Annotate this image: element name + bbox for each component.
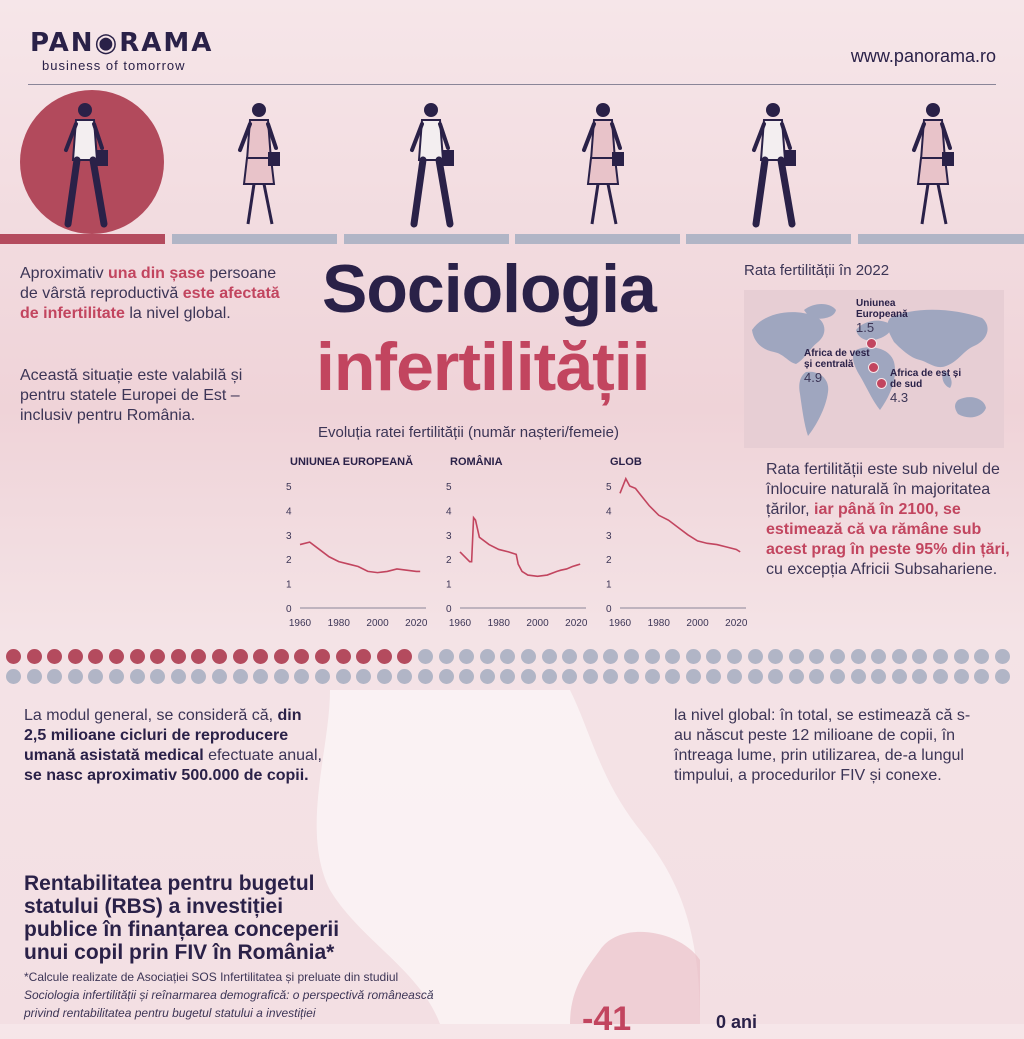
rbs-value: -41: [582, 1000, 632, 1038]
dot-empty: [706, 649, 721, 664]
x-tick-label: 2020: [565, 618, 588, 629]
map-region-value: 4.9: [804, 370, 823, 385]
x-tick-label: 2020: [725, 618, 748, 629]
walking-person-icon: [50, 100, 120, 234]
y-tick-label: 1: [286, 579, 292, 591]
dot-empty: [418, 649, 433, 664]
dot-empty: [480, 649, 495, 664]
dot-empty: [974, 669, 989, 684]
dot-empty: [645, 669, 660, 684]
dot-empty: [88, 669, 103, 684]
dot-empty: [871, 669, 886, 684]
y-tick-label: 5: [286, 482, 292, 493]
y-tick-label: 2: [286, 555, 292, 567]
x-tick-label: 1960: [448, 618, 472, 629]
dot-filled: [233, 649, 248, 664]
chart-global: [596, 472, 756, 632]
dot-empty: [542, 669, 557, 684]
dot-empty: [130, 669, 145, 684]
map-region-label: Uniunea Europeană: [856, 298, 908, 320]
map-caption: Rata fertilității în 2022: [744, 262, 890, 279]
dot-empty: [912, 669, 927, 684]
page-title-line-1: Sociologia: [322, 251, 656, 327]
dot-empty: [789, 649, 804, 664]
age-label: 0 ani: [716, 1012, 758, 1032]
chart-title-eu: UNIUNEA EUROPEANĂ: [290, 456, 414, 468]
y-tick-label: 4: [606, 506, 612, 518]
y-tick-label: 0: [446, 604, 452, 615]
y-tick-label: 3: [286, 530, 292, 542]
replacement-rate-paragraph: Rata fertilității este sub nivelul de înlocuire naturală în majoritatea țărilor, iar până în 2100, se estimează că va rămâne sub acest prag în peste 95% din țări, cu excepția Africii Subsahariene.: [766, 461, 1010, 578]
dot-filled: [397, 649, 412, 664]
chart-title-romania: ROMÂNIA: [450, 456, 503, 468]
progress-bar: [344, 234, 509, 244]
x-tick-label: 1980: [327, 618, 350, 629]
dot-empty: [500, 669, 515, 684]
dot-filled: [336, 649, 351, 664]
y-tick-label: 3: [606, 530, 612, 542]
dot-empty: [686, 649, 701, 664]
dot-empty: [768, 649, 783, 664]
dot-empty: [397, 669, 412, 684]
dot-empty: [809, 649, 824, 664]
dot-empty: [933, 669, 948, 684]
y-tick-label: 3: [446, 530, 452, 542]
dot-filled: [130, 649, 145, 664]
dot-empty: [47, 669, 62, 684]
dot-filled: [171, 649, 186, 664]
dot-empty: [459, 649, 474, 664]
dot-empty: [212, 669, 227, 684]
x-tick-label: 2020: [405, 618, 428, 629]
dot-empty: [583, 669, 598, 684]
dot-empty: [809, 669, 824, 684]
website-link[interactable]: www.panorama.ro: [850, 46, 996, 66]
series-line: [620, 479, 740, 552]
x-tick-label: 1960: [288, 618, 312, 629]
y-tick-label: 2: [606, 555, 612, 567]
dot-empty: [315, 669, 330, 684]
dot-empty: [418, 669, 433, 684]
dot-empty: [542, 649, 557, 664]
dot-empty: [871, 649, 886, 664]
charts-caption: Evoluția ratei fertilității (număr nașteri/femeie): [318, 424, 619, 441]
intro-paragraph-2: Această situație este valabilă și pentru statele Europei de Est – inclusiv pentru România.: [20, 367, 243, 424]
progress-bar: [858, 234, 1024, 244]
logo-tagline: business of tomorrow: [42, 58, 186, 73]
dot-empty: [150, 669, 165, 684]
progress-bar-highlighted: [0, 234, 165, 244]
dot-empty: [233, 669, 248, 684]
series-line: [300, 542, 420, 573]
chart-title-global: GLOB: [610, 456, 642, 468]
dot-empty: [645, 649, 660, 664]
dot-empty: [109, 669, 124, 684]
rbs-footnote: *Calcule realizate de Asociației SOS Infertilitatea și preluate din studiul Sociologia infertilității și reînarmarea demografică: o perspectivă românească privind rentabilitatea pentru bugetul statului a investiției: [24, 970, 434, 1020]
dot-empty: [480, 669, 495, 684]
dot-empty: [748, 649, 763, 664]
dot-filled: [212, 649, 227, 664]
walking-person-icon: [224, 100, 294, 234]
dot-filled: [253, 649, 268, 664]
map-region-value: 1.5: [856, 320, 875, 335]
dot-filled: [6, 649, 21, 664]
dot-empty: [459, 669, 474, 684]
ivf-stats-paragraph: La modul general, se consideră că, din 2,5 milioane cicluri de reproducere umană asistată medical efectuate anual, se nasc aproximativ 500.000 de copii.: [24, 707, 322, 784]
dot-empty: [665, 649, 680, 664]
dot-empty: [294, 669, 309, 684]
dot-empty: [830, 649, 845, 664]
dot-empty: [954, 669, 969, 684]
dot-empty: [789, 669, 804, 684]
dot-empty: [706, 669, 721, 684]
dot-empty: [356, 669, 371, 684]
dot-filled: [150, 649, 165, 664]
dot-empty: [521, 649, 536, 664]
dot-empty: [253, 669, 268, 684]
x-tick-label: 2000: [366, 618, 389, 629]
dot-empty: [274, 669, 289, 684]
y-tick-label: 5: [446, 482, 452, 493]
page-title-line-2: infertilității: [316, 329, 650, 405]
dot-empty: [830, 669, 845, 684]
map-region-label: Africa de est și de sud: [890, 368, 962, 390]
walking-person-icon: [568, 100, 638, 234]
y-tick-label: 5: [606, 482, 612, 493]
dot-empty: [521, 669, 536, 684]
dot-empty: [995, 649, 1010, 664]
dot-empty: [686, 669, 701, 684]
dot-empty: [583, 649, 598, 664]
map-marker-east-africa: [876, 378, 887, 389]
walking-person-icon: [898, 100, 968, 234]
walking-person-icon: [738, 100, 808, 234]
dot-empty: [500, 649, 515, 664]
global-ivf-paragraph: la nivel global: în total, se estimează că s-au născut peste 12 milioane de copii, în întreaga lume, prin utilizarea, de-a lungul timpului, a procedurilor FIV și conexe.: [674, 707, 971, 784]
y-tick-label: 2: [446, 555, 452, 567]
dot-empty: [191, 669, 206, 684]
dot-empty: [603, 649, 618, 664]
dot-empty: [933, 649, 948, 664]
dot-empty: [68, 669, 83, 684]
dot-empty: [892, 649, 907, 664]
dot-filled: [315, 649, 330, 664]
dot-filled: [274, 649, 289, 664]
intro-paragraph-1: Aproximativ una din șase persoane de vârstă reproductivă este afectată de infertilitate la nivel global.: [20, 265, 280, 322]
x-tick-label: 1980: [647, 618, 670, 629]
y-tick-label: 1: [446, 579, 452, 591]
header-divider: [28, 84, 996, 85]
dot-empty: [727, 669, 742, 684]
panorama-logo: PAN◉RAMA: [30, 28, 214, 58]
dot-empty: [624, 649, 639, 664]
y-tick-label: 0: [286, 604, 292, 615]
dot-filled: [47, 649, 62, 664]
walking-person-icon: [396, 100, 466, 234]
y-tick-label: 4: [286, 506, 292, 518]
dot-empty: [562, 669, 577, 684]
dot-empty: [603, 669, 618, 684]
x-tick-label: 1960: [608, 618, 632, 629]
dot-filled: [356, 649, 371, 664]
dot-empty: [727, 649, 742, 664]
y-tick-label: 4: [446, 506, 452, 518]
dot-empty: [27, 669, 42, 684]
dot-filled: [191, 649, 206, 664]
x-tick-label: 2000: [686, 618, 709, 629]
y-tick-label: 0: [606, 604, 612, 615]
dot-empty: [892, 669, 907, 684]
rbs-heading: Rentabilitatea pentru bugetul statului (RBS) a investiției publice în finanțarea conceperii unui copil prin FIV în România*: [24, 872, 340, 964]
chart-romania: [436, 472, 596, 632]
x-tick-label: 2000: [526, 618, 549, 629]
dot-empty: [439, 669, 454, 684]
progress-bar: [686, 234, 851, 244]
dot-empty: [439, 649, 454, 664]
dot-filled: [88, 649, 103, 664]
world-map: [744, 290, 1004, 448]
map-region-label: Africa de vest și centrală: [804, 348, 870, 370]
dot-empty: [912, 649, 927, 664]
dot-empty: [995, 669, 1010, 684]
dot-empty: [851, 669, 866, 684]
x-tick-label: 1980: [487, 618, 510, 629]
dot-filled: [294, 649, 309, 664]
dot-empty: [665, 669, 680, 684]
progress-bar: [172, 234, 337, 244]
dot-empty: [336, 669, 351, 684]
dot-empty: [171, 669, 186, 684]
y-tick-label: 1: [606, 579, 612, 591]
chart-eu: [276, 472, 436, 632]
dot-empty: [748, 669, 763, 684]
dot-empty: [974, 649, 989, 664]
map-region-value: 4.3: [890, 390, 909, 405]
dot-empty: [624, 669, 639, 684]
dot-empty: [851, 649, 866, 664]
dot-filled: [377, 649, 392, 664]
dot-empty: [954, 649, 969, 664]
dot-empty: [562, 649, 577, 664]
dot-filled: [27, 649, 42, 664]
dot-empty: [6, 669, 21, 684]
dot-filled: [109, 649, 124, 664]
dot-empty: [768, 669, 783, 684]
dot-filled: [68, 649, 83, 664]
series-line: [460, 518, 580, 577]
progress-bar: [515, 234, 680, 244]
dot-empty: [377, 669, 392, 684]
